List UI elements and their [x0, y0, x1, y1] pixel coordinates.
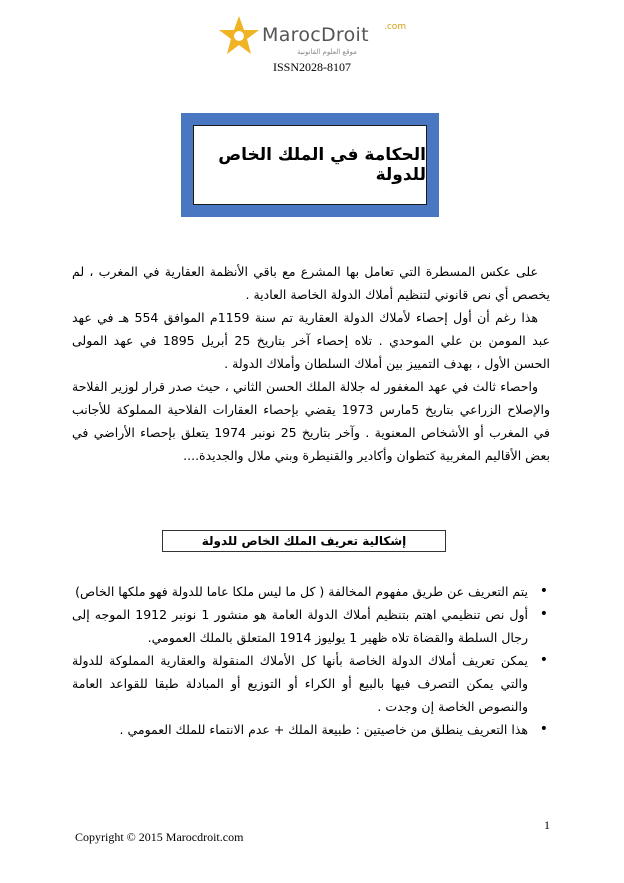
bullet-list — [72, 580, 550, 741]
paragraph: على عكس المسطرة التي تعامل بها المشرع مع باقي الأنظمة العقارية في المغرب ، لم يخصص أي نص قانوني لتنظيم أملاك الدولة الخاصة العادية . — [72, 264, 550, 302]
title-box — [193, 125, 427, 205]
section-heading: إشكالية تعريف الملك الخاص للدولة — [162, 530, 446, 552]
copyright-notice: Copyright © 2015 Marocdroit.com — [75, 830, 244, 844]
star-logo-icon — [216, 14, 262, 58]
site-logo — [216, 14, 416, 62]
intro-text — [72, 260, 550, 467]
list-item: • هذا التعريف ينطلق من خاصيتين : طبيعة الملك + عدم الانتماء للملك العمومي . — [72, 718, 528, 741]
logo-suffix: .com — [384, 22, 407, 32]
document-title: الحكامة في الملك الخاص للدولة — [218, 145, 426, 185]
list-item: • يمكن تعريف أملاك الدولة الخاصة بأنها كل الأملاك المنقولة والعقارية المملوكة للدولة والتي يمكن التصرف فيها بالبيع أو الكراء أو التوزيع أو المبادلة طبقا للقواعد العامة والنصوص الخاصة إن وجدت . — [72, 649, 528, 718]
title-frame — [181, 113, 439, 217]
issn-number: ISSN2028-8107 — [272, 60, 351, 74]
list-item: • أول نص تنظيمي اهتم بتنظيم أملاك الدولة العامة هو منشور 1 نونبر 1912 الموجه إلى رجال السلطة والقضاة تلاه ظهير 1 يوليوز 1914 المتعلق بالملك العمومي. — [72, 603, 528, 649]
logo-name: MarocDroit — [262, 24, 369, 46]
list-item: • يتم التعريف عن طريق مفهوم المخالفة ( كل ما ليس ملكا عاما للدولة فهو ملكها الخاص) — [72, 580, 528, 603]
page-number: 1 — [544, 818, 550, 832]
paragraph: واحصاء ثالث في عهد المغفور له جلالة الملك الحسن الثاني ، حيث صدر قرار لوزير الفلاحة والإصلاح الزراعي بتاريخ 5مارس 1973 يقضي بإحصاء العقارات الفلاحية المملوكة للأجانب في المغرب أو الأشخاص المعنوية . وآخر بتاريخ 25 نونبر 1974 يتعلق بإحصاء الأراضي في بعض الأقاليم المغربية كتطوان وأكادير والقنيطرة وبني ملال والجديدة.... — [72, 379, 550, 463]
logo-tagline: موقع العلوم القانونية — [297, 48, 357, 56]
paragraph: هذا رغم أن أول إحصاء لأملاك الدولة العقارية تم سنة 1159م الموافق 554 هـ في عهد عبد المومن بن علي الموحدي . تلاه إحصاء آخر بتاريخ 25 أبريل 1895 في عهد المولى الحسن الأول ، بهدف التمييز بين أملاك السلطان وأملاك الدولة . — [72, 310, 550, 371]
